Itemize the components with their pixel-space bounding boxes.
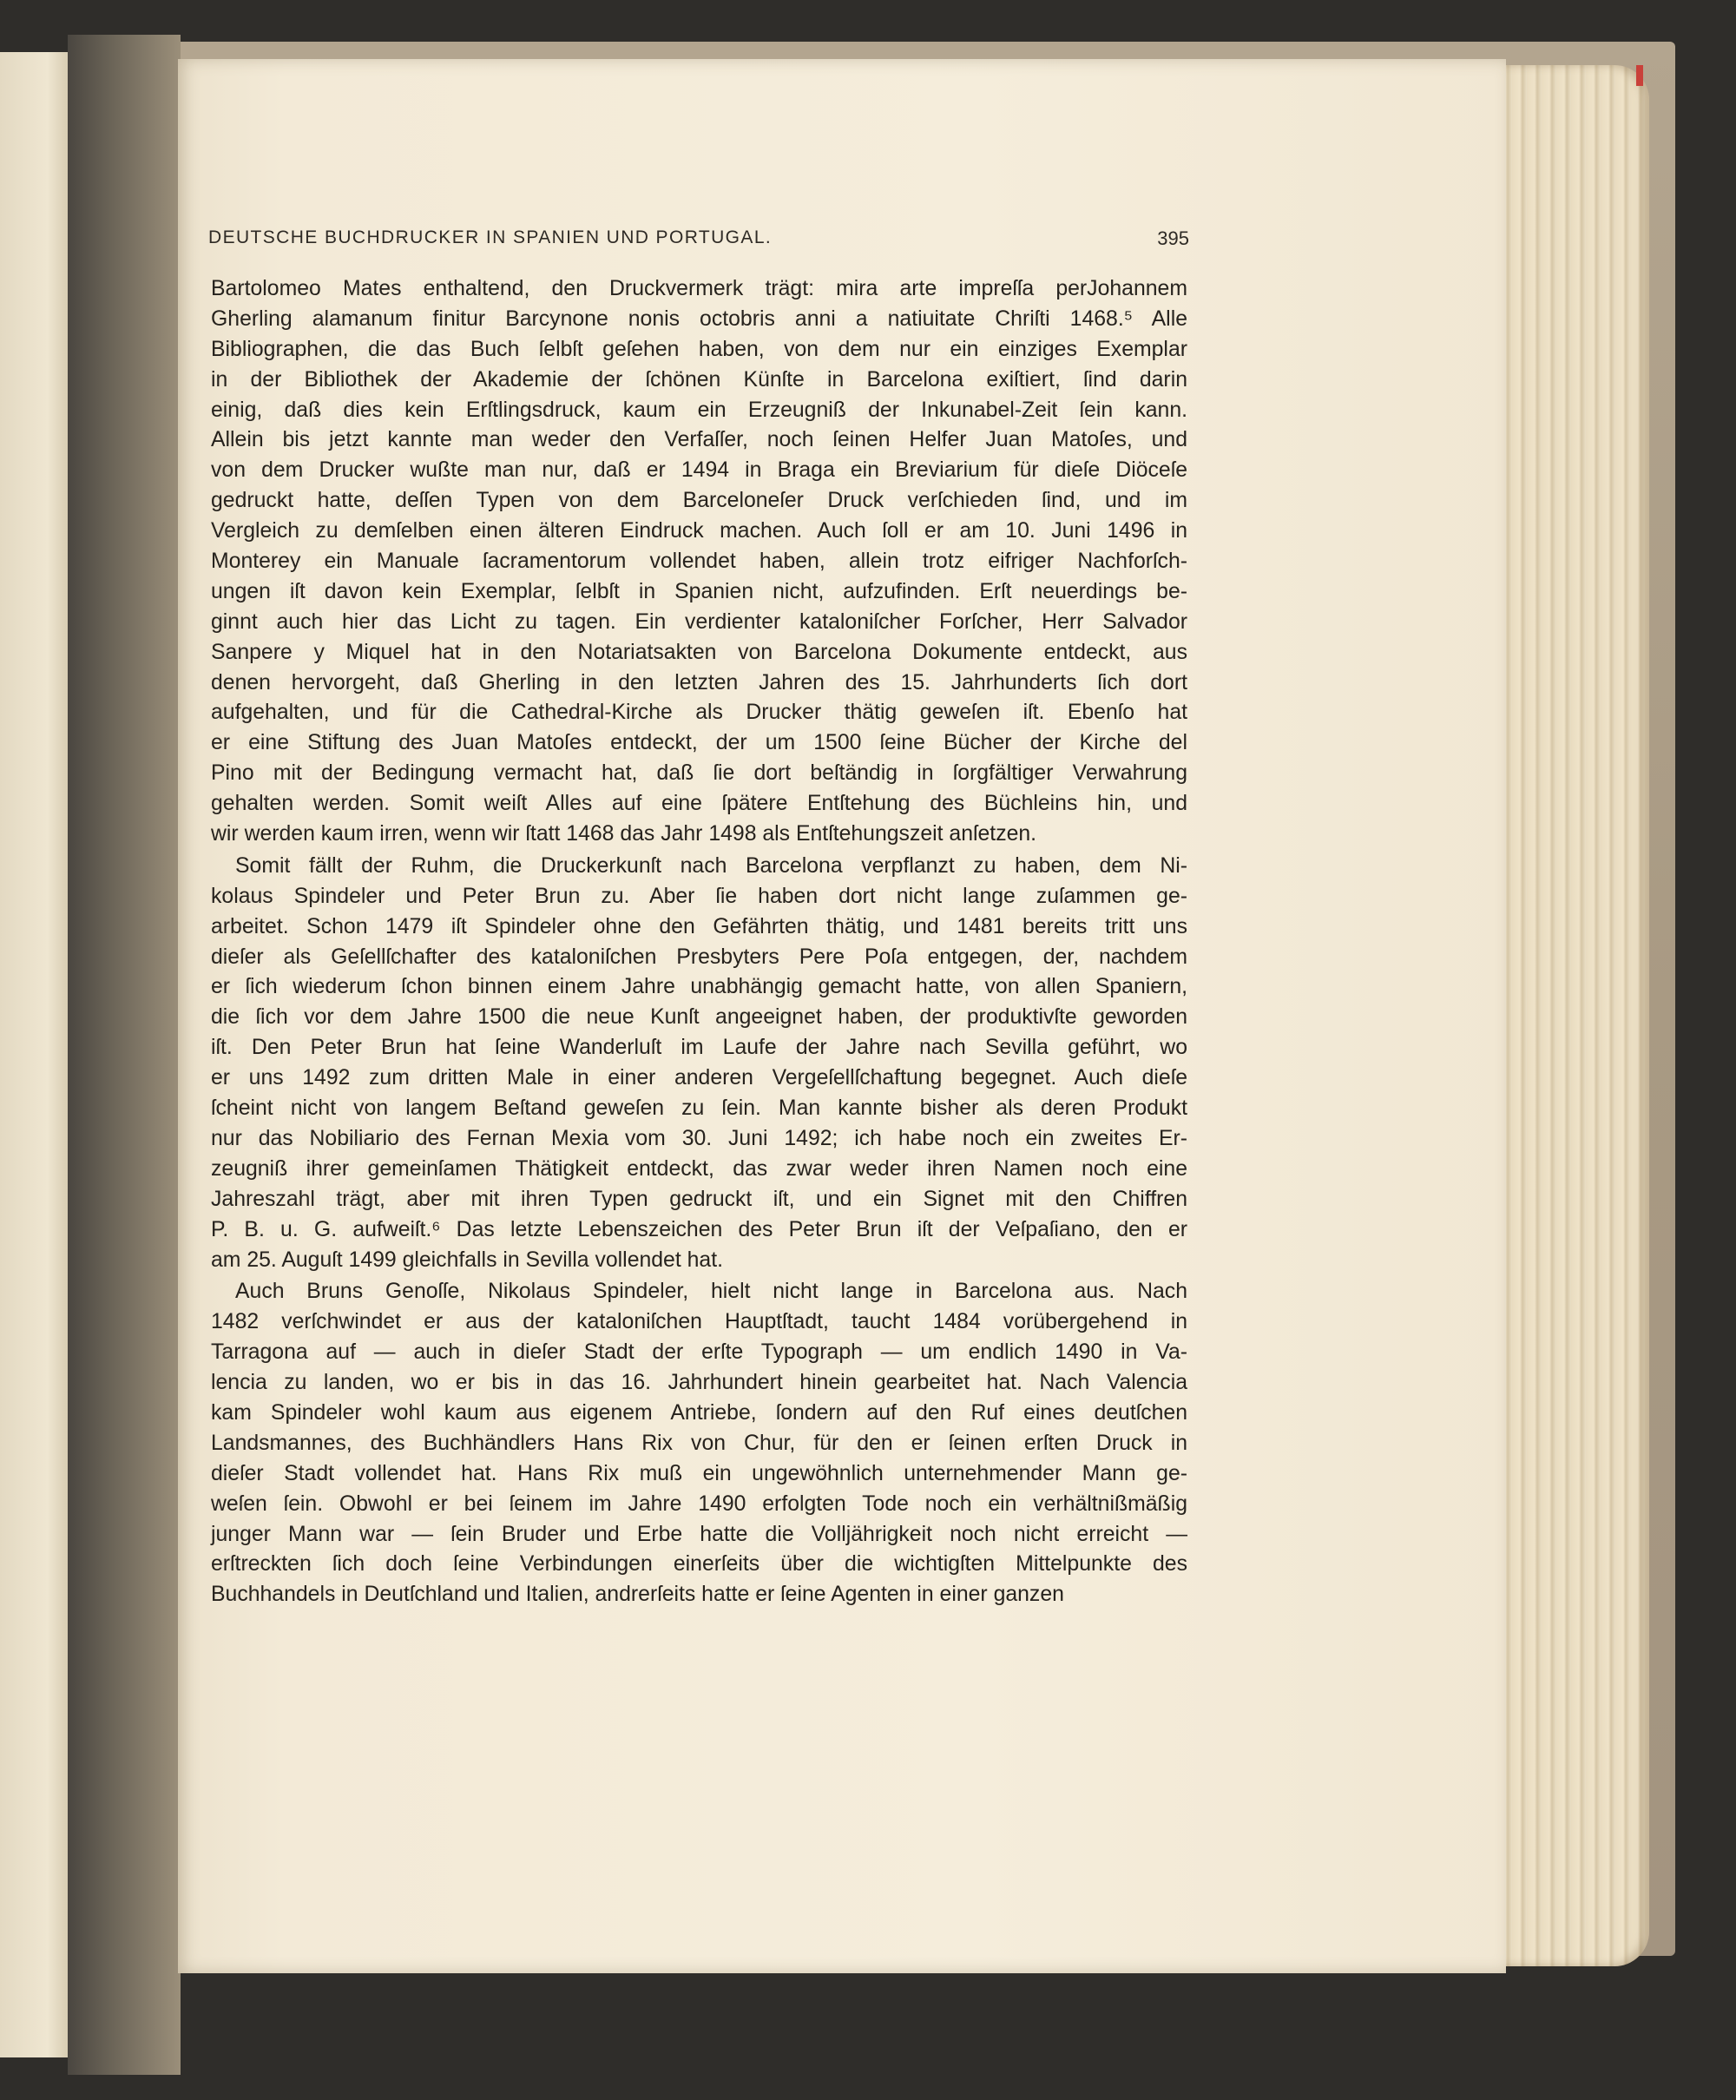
text-line: dieſer Stadt vollendet hat. Hans Rix muß ein ungewöhnlich unternehmender Mann ge-	[211, 1461, 1187, 1485]
text-line: ginnt auch hier das Licht zu tagen. Ein verdienter kataloniſcher Forſcher, Herr Salvador	[211, 609, 1187, 634]
text-line: die ſich vor dem Jahre 1500 die neue Kunſt angeeignet haben, der produktivſte geworden	[211, 1005, 1187, 1030]
body-text	[211, 274, 1187, 1610]
red-edge-mark	[1636, 65, 1643, 86]
text-line: Bibliographen, die das Buch ſelbſt geſehen haben, von dem nur ein einziges Exemplar	[211, 337, 1187, 361]
text-line: er eine Stiftung des Juan Matoſes entdeckt, der um 1500 ſeine Bücher der Kirche del	[211, 731, 1187, 755]
running-head-title: DEUTSCHE BUCHDRUCKER IN SPANIEN UND PORTUGAL.	[208, 227, 773, 247]
text-line: Tarragona auf — auch in dieſer Stadt der erſte Typograph — um endlich 1490 in Va-	[211, 1340, 1187, 1365]
facing-page-edge	[0, 52, 69, 2057]
text-line: kam Spindeler wohl kaum aus eigenem Antriebe, ſondern auf den Ruf eines deutſchen	[211, 1400, 1187, 1425]
paragraph	[211, 852, 1187, 1275]
text-line: Vergleich zu demſelben einen älteren Eindruck machen. Auch ſoll er am 10. Juni 1496 in	[211, 519, 1187, 543]
text-line: Buchhandels in Deutſchland und Italien, andrerſeits hatte er ſeine Agenten in einer ganzen	[211, 1583, 1064, 1607]
text-line: aufgehalten, und für die Cathedral-Kirche als Drucker thätig geweſen iſt. Ebenſo hat	[211, 701, 1187, 725]
text-line: junger Mann war — ſein Bruder und Erbe hatte die Volljährigkeit noch nicht erreicht —	[211, 1522, 1187, 1546]
text-line: lencia zu landen, wo er bis in das 16. Jahrhundert hinein gearbeitet hat. Nach Valencia	[211, 1371, 1187, 1395]
text-line: in der Bibliothek der Akademie der ſchönen Künſte in Barcelona exiſtiert, ſind darin	[211, 367, 1187, 392]
paragraph	[211, 274, 1187, 850]
text-line: dieſer als Geſellſchafter des kataloniſchen Presbyters Pere Poſa entgegen, der, nachdem	[211, 945, 1187, 969]
text-line: Auch Bruns Genoſſe, Nikolaus Spindeler, hielt nicht lange in Barcelona aus. Nach	[235, 1280, 1187, 1304]
text-line: zeugniß ihrer gemeinſamen Thätigkeit entdeckt, das zwar weder ihren Namen noch eine	[211, 1156, 1187, 1181]
text-line: er ſich wiederum ſchon binnen einem Jahre unabhängig gemacht hatte, von allen Spaniern,	[211, 975, 1187, 999]
text-line: Bartolomeo Mates enthaltend, den Druckvermerk trägt: mira arte impreſſa perJohannem	[211, 277, 1187, 300]
text-line: erſtreckten ſich doch ſeine Verbindungen einerſeits über die wichtigſten Mittelpunkte des	[211, 1552, 1187, 1577]
deckled-page-edges	[1497, 65, 1649, 1966]
page-number: 395	[1157, 227, 1189, 249]
text-line: P. B. u. G. aufweiſt.⁶ Das letzte Lebenszeichen des Peter Brun iſt der Veſpaſiano, den er	[211, 1217, 1187, 1241]
text-line: 1482 verſchwindet er aus der kataloniſchen Hauptſtadt, taucht 1484 vorübergehend in	[211, 1310, 1187, 1334]
text-line: nur das Nobiliario des Fernan Mexia vom 30. Juni 1492; ich habe noch ein zweites Er-	[211, 1126, 1187, 1150]
text-line: iſt. Den Peter Brun hat ſeine Wanderluſt im Laufe der Jahre nach Sevilla geführt, wo	[211, 1036, 1187, 1060]
paragraph	[211, 1277, 1187, 1610]
text-line: gehalten werden. Somit weiſt Alles auf eine ſpätere Entſtehung des Büchleins hin, und	[211, 792, 1187, 816]
text-line: arbeitet. Schon 1479 iſt Spindeler ohne den Gefährten thätig, und 1481 bereits tritt uns	[211, 914, 1187, 938]
text-line: Monterey ein Manuale ſacramentorum vollendet haben, allein trotz eifriger Nachforſch-	[211, 550, 1187, 574]
text-line: kolaus Spindeler und Peter Brun zu. Aber ſie haben dort nicht lange zuſammen ge-	[211, 884, 1187, 908]
book-gutter	[68, 35, 181, 2075]
text-line: Jahreszahl trägt, aber mit ihren Typen gedruckt iſt, und ein Signet mit den Chiffren	[211, 1187, 1187, 1211]
text-line: Pino mit der Bedingung vermacht hat, daß ſie dort beſtändig in ſorgfältiger Verwahrung	[211, 761, 1187, 786]
text-line: Sanpere y Miquel hat in den Notariatsakten von Barcelona Dokumente entdeckt, aus	[211, 640, 1187, 664]
text-line: wir werden kaum irren, wenn wir ſtatt 1468 das Jahr 1498 als Entſtehungszeit anſetzen.	[211, 822, 1037, 846]
running-head	[208, 227, 1189, 250]
text-line: einig, daß dies kein Erſtlingsdruck, kaum ein Erzeugniß der Inkunabel-Zeit ſein kann.	[211, 398, 1187, 422]
text-line: weſen ſein. Obwohl er bei ſeinem im Jahre 1490 erfolgten Tode noch ein verhältnißmäßig	[211, 1491, 1187, 1516]
text-line: Gherling alamanum finitur Barcynone nonis octobris anni a natiuitate Chriſti 1468.⁵ Alle	[211, 306, 1187, 331]
text-line: gedruckt hatte, deſſen Typen von dem Barceloneſer Druck verſchieden ſind, und im	[211, 489, 1187, 513]
text-line: er uns 1492 zum dritten Male in einer anderen Vergeſellſchaftung begegnet. Auch dieſe	[211, 1066, 1187, 1090]
text-line: am 25. Auguſt 1499 gleichfalls in Sevilla vollendet hat.	[211, 1247, 723, 1272]
text-line: Landsmannes, des Buchhändlers Hans Rix von Chur, für den er ſeinen erſten Druck in	[211, 1431, 1187, 1455]
text-line: denen hervorgeht, daß Gherling in den letzten Jahren des 15. Jahrhunderts ſich dort	[211, 670, 1187, 695]
text-line: Somit fällt der Ruhm, die Druckerkunſt nach Barcelona verpflanzt zu haben, dem Ni-	[235, 853, 1187, 878]
text-line: Allein bis jetzt kannte man weder den Verfaſſer, noch ſeinen Helfer Juan Matoſes, und	[211, 428, 1187, 452]
text-line: ungen iſt davon kein Exemplar, ſelbſt in Spanien nicht, aufzufinden. Erſt neuerdings be-	[211, 579, 1187, 603]
text-line: ſcheint nicht von langem Beſtand geweſen zu ſein. Man kannte bisher als deren Produkt	[211, 1096, 1187, 1121]
text-line: von dem Drucker wußte man nur, daß er 1494 in Braga ein Breviarium für dieſe Diöceſe	[211, 458, 1187, 483]
